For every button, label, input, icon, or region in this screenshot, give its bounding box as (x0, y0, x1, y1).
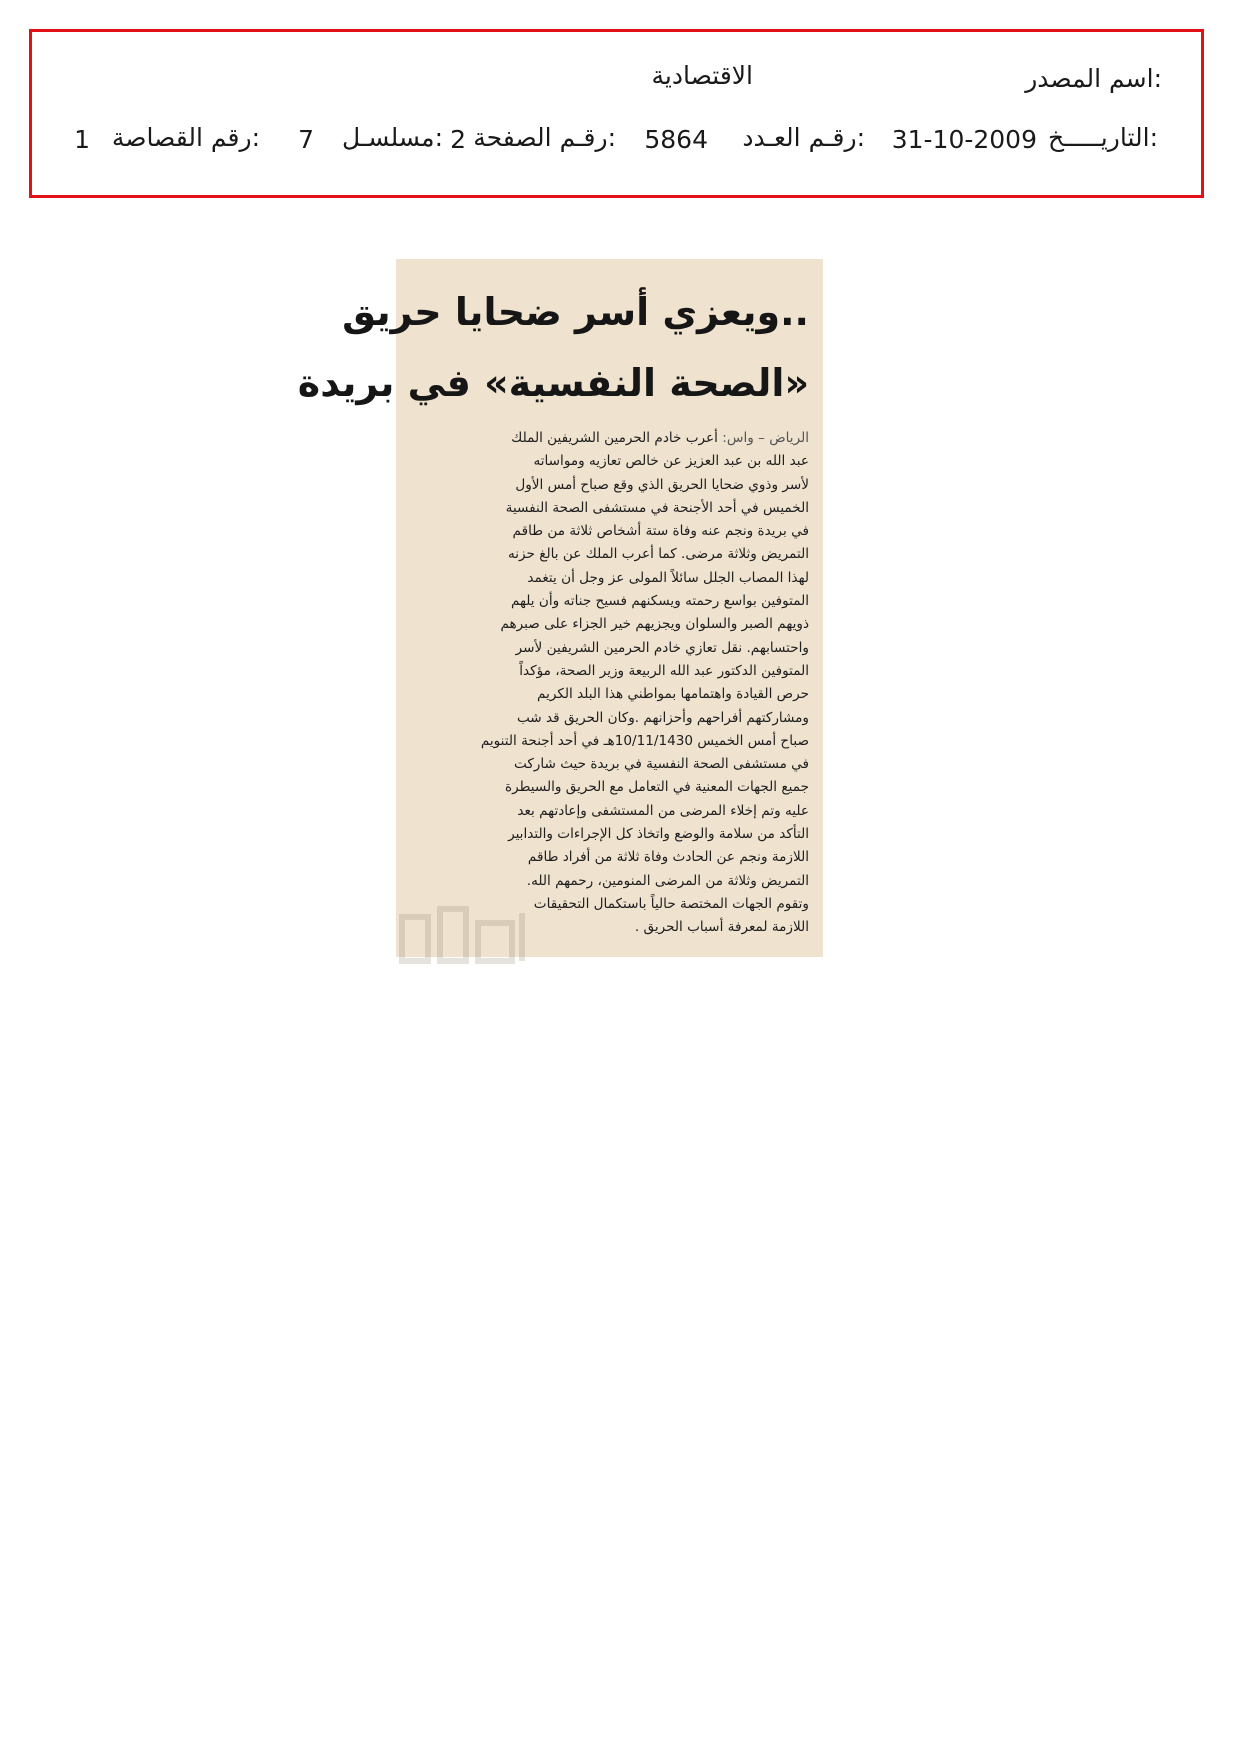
article-line: حرص القيادة واهتمامها بمواطني هذا البلد الكريم (537, 686, 809, 703)
article-line: وتقوم الجهات المختصة حالياً باستكمال التحقيقات (533, 895, 809, 912)
article-line: جميع الجهات المعنية في التعامل مع الحريق والسيطرة (504, 779, 809, 796)
article-line: لأسر وذوي ضحايا الحريق الذي وقع صباح أمس الأول (515, 476, 809, 493)
article-line: لهذا المصاب الجلل سائلاً المولى عز وجل أن يتغمد (527, 569, 809, 586)
article-line: في مستشفى الصحة النفسية في بريدة حيث شاركت (513, 756, 809, 773)
article-line: المتوفين بواسع رحمته ويسكنهم فسيح جناته وأن يلهم (510, 593, 809, 610)
article-body (410, 427, 809, 940)
article-line: اللازمة لمعرفة أسباب الحريق . (634, 919, 809, 936)
article-line: التمريض وثلاثة مرضى. كما أعرب الملك عن بالغ حزنه (507, 546, 809, 563)
page-value: 2 (450, 125, 466, 154)
article-dateline: الرياض – واس: (722, 430, 809, 446)
article-line: المتوفين الدكتور عبد الله الربيعة وزير الصحة، مؤكداً (519, 662, 809, 679)
article-line: واحتسابهم. نقل تعازي خادم الحرمين الشريفين لأسر (515, 639, 809, 656)
article-line: الخميس في أحد الأجنحة في مستشفى الصحة النفسية (505, 499, 809, 516)
source-info-box (29, 29, 1204, 198)
article-headline-line2: «الصحة النفسية» في بريدة (297, 361, 809, 405)
article-line: صباح أمس الخميس 10/11/1430هـ في أحد أجنحة التنويم (480, 732, 809, 749)
date-label: التاريـــــخ: (1048, 123, 1158, 152)
article-line: اللازمة ونجم عن الحادث وفاة ثلاثة من أفراد طاقم (527, 849, 809, 866)
article-line: ومشاركتهم أفراحهم وأحزانهم .وكان الحريق قد شب (516, 709, 809, 726)
article-line: ذويهم الصبر والسلوان ويجزيهم خير الجزاء على صبرهم (500, 616, 809, 633)
source-label: اسم المصدر: (1025, 64, 1162, 93)
issue-value: 5864 (644, 125, 708, 154)
page-label: رقـم الصفحة: (473, 123, 616, 152)
article-line: عليه وتم إخلاء المرضى من المستشفى وإعادتهم بعد (517, 802, 809, 819)
newspaper-clipping (297, 259, 823, 957)
article-headline-line1: ..ويعزي أسر ضحايا حريق (342, 290, 809, 334)
source-value: الاقتصادية (651, 61, 753, 90)
clip-value: 1 (74, 125, 90, 154)
article-line: التمريض وثلاثة من المرضى المنومين، رحمهم الله. (526, 872, 809, 889)
serial-value: 7 (298, 125, 314, 154)
article-line: في بريدة ونجم عنه وفاة ستة أشخاص ثلاثة من طاقم (512, 523, 809, 540)
serial-label: مسلسـل: (342, 123, 443, 152)
article-line: التأكد من سلامة والوضع واتخاذ كل الإجراءات والتدابير (508, 826, 809, 843)
date-value: 31-10-2009 (891, 125, 1037, 154)
issue-label: رقـم العـدد: (742, 123, 865, 152)
clip-label: رقم القصاصة: (111, 123, 260, 152)
article-line: عبد الله بن عبد العزيز عن خالص تعازيه ومواساته (533, 453, 809, 470)
article-line: الرياض – واس: أعرب خادم الحرمين الشريفين الملك (511, 430, 809, 446)
